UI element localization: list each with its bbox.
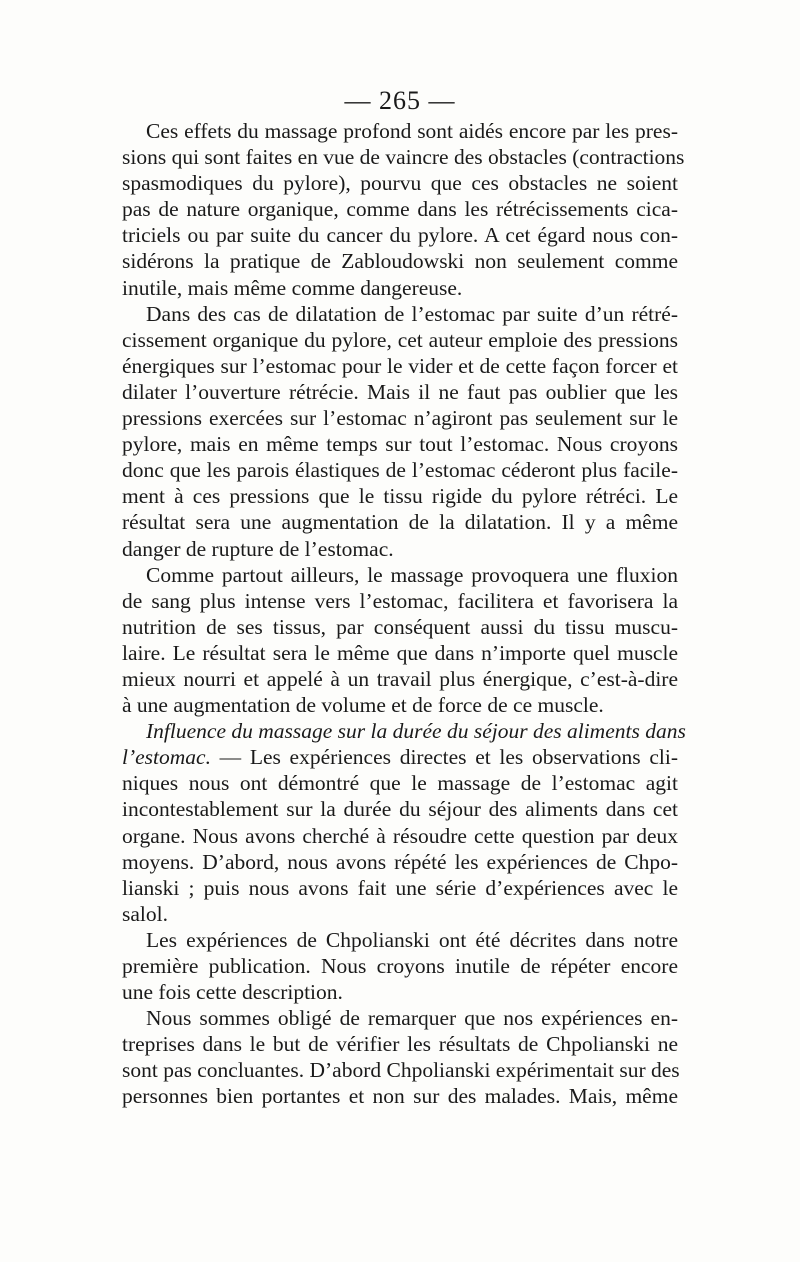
text-line [122,875,678,901]
text-line [122,483,678,509]
text-line [122,536,678,562]
line-text: Dans des cas de dilatation de l’estomac par suite d’un rétré- [146,301,678,326]
text-line [122,327,678,353]
text-line [122,1083,678,1109]
line-text: salol. [122,901,168,926]
page-number: — 265 — [344,86,456,115]
text-line [122,144,685,170]
text-line [122,222,678,248]
line-text: triciels ou par suite du cancer du pylore. A cet égard nous con- [122,223,678,248]
line-text: danger de rupture de l’estomac. [122,536,394,561]
text-line [122,770,678,796]
text-line [122,1005,678,1031]
text-line [122,744,678,770]
text-line [122,849,678,875]
line-text: moyens. D’abord, nous avons répété les expériences de Chpo- [122,849,678,874]
text-line [122,457,678,483]
text-line [122,1057,678,1083]
text-line [122,509,678,535]
text-line [122,666,678,692]
text-line [122,823,678,849]
line-text: donc que les parois élastiques de l’estomac céderont plus facile- [122,458,678,483]
line-text: énergiques sur l’estomac pour le vider et de cette façon forcer et [122,353,678,378]
text-line [122,979,678,1005]
italic-heading: l’estomac. [122,745,211,770]
line-text: dilater l’ouverture rétrécie. Mais il ne faut pas oublier que les [122,379,678,404]
line-text: lianski ; puis nous avons fait une série d’expériences avec le [122,875,678,900]
line-text: spasmodiques du pylore), pourvu que ces obstacles ne soient [122,171,678,196]
line-text: résultat sera une augmentation de la dilatation. Il y a même [122,510,678,535]
line-text: — Les expériences directes et les observations cli- [210,745,678,770]
line-text: Nous sommes obligé de remarquer que nos expériences en- [146,1006,678,1031]
text-line [122,170,678,196]
line-text: treprises dans le but de vérifier les résultats de Chpolianski ne [122,1032,678,1057]
line-text: une fois cette description. [122,980,343,1005]
line-text: cissement organique du pylore, cet auteur emploie des pressions [122,327,678,352]
line-text: laire. Le résultat sera le même que dans n’importe quel muscle [122,640,678,665]
text-line [122,118,678,144]
line-text: nutrition de ses tissus, par conséquent aussi du tissu muscu- [122,614,678,639]
line-text: personnes bien portantes et non sur des malades. Mais, même [122,1084,678,1109]
line-text: organe. Nous avons cherché à résoudre cette question par deux [122,823,678,848]
text-line [122,301,678,327]
text-line [122,1031,678,1057]
line-text: ment à ces pressions que le tissu rigide du pylore rétréci. Le [122,484,678,509]
line-text: inutile, mais même comme dangereuse. [122,275,463,300]
line-text: pressions exercées sur l’estomac n’agiront pas seulement sur le [122,406,678,431]
text-line [122,588,678,614]
text-line [122,379,678,405]
line-text: niques nous ont démontré que le massage de l’estomac agit [122,771,678,796]
text-line [122,431,678,457]
text-line [122,562,678,588]
line-text: Ces effets du massage profond sont aidés encore par les pres- [146,119,678,143]
text-line [122,692,678,718]
text-line [122,927,678,953]
line-text: incontestablement sur la durée du séjour des aliments dans cet [122,797,678,822]
line-text: à une augmentation de volume et de force de ce muscle. [122,693,604,718]
text-line [122,796,678,822]
text-line [122,248,678,274]
text-line [122,901,678,927]
text-line [122,640,678,666]
line-text: pas de nature organique, comme dans les rétrécissements cica- [122,197,678,222]
line-text: mieux nourri et appelé à un travail plus énergique, c’est-à-dire [122,666,678,691]
text-line [122,353,678,379]
italic-heading: Influence du massage sur la durée du séjour des aliments dans [146,719,686,744]
line-text: Les expériences de Chpolianski ont été décrites dans notre [146,927,678,952]
text-line [122,953,678,979]
line-text: pylore, mais en même temps sur tout l’estomac. Nous croyons [122,432,678,457]
text-line [122,275,678,301]
text-line [122,718,686,744]
line-text: Comme partout ailleurs, le massage provoquera une fluxion [146,562,678,587]
line-text: sidérons la pratique de Zabloudowski non seulement comme [122,249,678,274]
text-line [122,614,678,640]
line-text: sions qui sont faites en vue de vaincre des obstacles (contractions [122,145,685,170]
text-line [122,196,678,222]
body-text [122,118,686,1110]
line-text: première publication. Nous croyons inutile de répéter encore [122,954,678,978]
line-text: de sang plus intense vers l’estomac, facilitera et favorisera la [122,588,678,613]
line-text: sont pas concluantes. D’abord Chpolianski expérimentait sur des [122,1058,680,1083]
text-line [122,405,678,431]
